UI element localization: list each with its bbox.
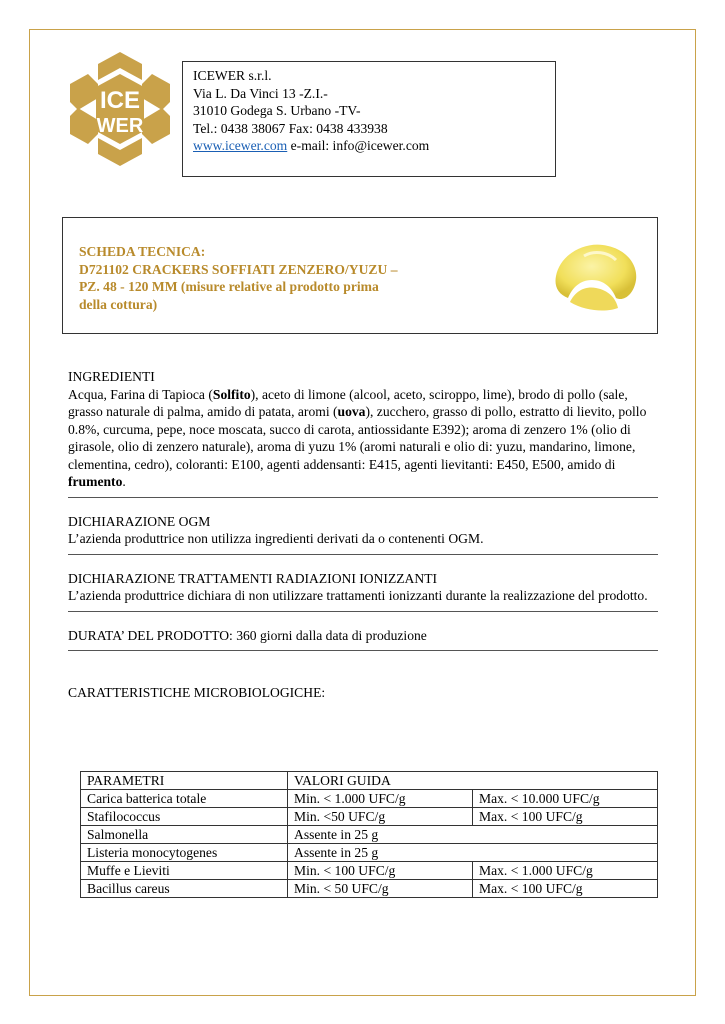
company-phone-fax: Tel.: 0438 38067 Fax: 0438 433938 [193,120,388,136]
product-title [79,243,419,313]
company-contact [193,137,555,155]
header-valori-guida: VALORI GUIDA [288,772,658,790]
micro-heading: CARATTERISTICHE MICROBIOLOGICHE: [68,685,326,700]
company-name: ICEWER s.r.l. [193,68,272,83]
company-address-1: Via L. Da Vinci 13 -Z.I.- [193,85,328,101]
table-row: Muffe e Lieviti Min. < 100 UFC/g Max. < 1.000 UFC/g [81,862,658,880]
product-image [546,236,646,316]
logo-text-wer: WER [96,115,144,137]
icewer-logo [64,50,176,168]
table-row: Stafilococcus Min. <50 UFC/g Max. < 100 UFC/g [81,808,658,826]
micro-table [80,771,658,898]
company-address-2: 31010 Godega S. Urbano -TV- [193,103,361,118]
title-line-2: D721102 CRACKERS SOFFIATI ZENZERO/YUZU – [79,261,398,277]
company-info-box [182,61,556,177]
table-row: Carica batterica totale Min. < 1.000 UFC/g Max. < 10.000 UFC/g [81,790,658,808]
table-row: Bacillus careus Min. < 50 UFC/g Max. < 100 UFC/g [81,880,658,898]
title-line-1: SCHEDA TECNICA: [79,244,206,259]
title-line-4: della cottura) [79,296,158,312]
table-row: Salmonella Assente in 25 g [81,826,658,844]
table-row: Listeria monocytogenes Assente in 25 g [81,844,658,862]
duration-text: DURATA’ DEL PRODOTTO: 360 giorni dalla data di produzione [68,627,427,643]
ogm-text: L’azienda produttrice non utilizza ingredienti derivati da o contenenti OGM. [68,531,484,546]
ingredients-heading: INGREDIENTI [68,369,155,384]
title-line-3: PZ. 48 - 120 MM (misure relative al prodotto prima [79,279,379,294]
ogm-heading: DICHIARAZIONE OGM [68,513,211,529]
header-parametri: PARAMETRI [81,772,288,790]
title-box [62,217,658,334]
main-content [68,368,658,702]
logo-text-ice: ICE [99,87,141,114]
radiation-heading: DICHIARAZIONE TRATTAMENTI RADIAZIONI IONIZZANTI [68,570,438,586]
table-header-row [81,772,658,790]
website-link[interactable]: www.icewer.com [193,138,288,153]
company-email: e-mail: info@icewer.com [287,138,430,153]
radiation-text: L’azienda produttrice dichiara di non utilizzare trattamenti ionizzanti durante la realizzazione del prodotto. [68,588,648,603]
ingredients-text: Acqua, Farina di Tapioca (Solfito), aceto di limone (alcool, aceto, sciroppo, lime), brodo di pollo (sale, grasso naturale di palma, amido di patata, aromi (uova), zucchero, grasso di pollo, estratto di lievito, pollo 0.8%, curcuma, pepe, noce moscata, succo di carota, antiossidante E392); aroma di zenzero 1% (olio di girasole, olio di zenzero naturale), aroma di yuzu 1% (aromi naturali e olio di: yuzu, mandarino, limone, clementina, cedro), coloranti: E100, agenti addensanti: E415, agenti lievitanti: E450, E500, amido di frumento. [68,386,647,489]
